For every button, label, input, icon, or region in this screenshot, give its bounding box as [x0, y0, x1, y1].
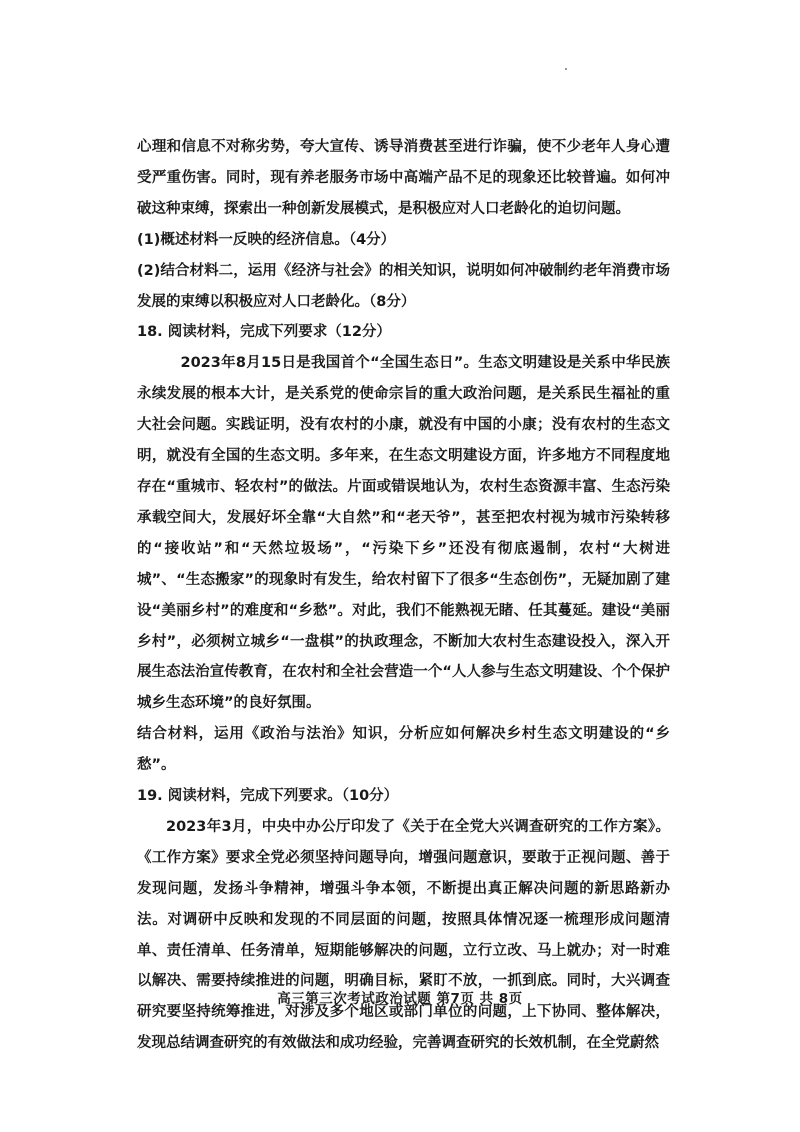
- page-footer: 高三第三次考试政治试题 第7页 共 8页: [277, 991, 523, 1007]
- scan-speck: [565, 68, 567, 70]
- question-17-part-1: (1)概述材料一反映的经济信息。（4分）: [137, 231, 396, 248]
- page-content: [137, 132, 670, 1059]
- material-two-continued: 心理和信息不对称劣势，夸大宣传、诱导消费甚至进行诈骗，使不少老年人身心遭受严重伤害。同时，现有养老服务市场中高端产品不足的现象还比较普遍。如何冲破这种束缚，探索出一种创新发展模式，是积极应对人口老龄化的迫切问题。: [137, 139, 670, 217]
- question-17-part-2: (2)结合材料二，运用《经济与社会》的相关知识，说明如何冲破制约老年消费市场发展的束缚以积极应对人口老龄化。（8分）: [137, 262, 670, 310]
- question-19-title: 19. 阅读材料，完成下列要求。（10分）: [137, 788, 399, 805]
- question-18-title: 18. 阅读材料，完成下列要求（12分）: [137, 324, 391, 341]
- question-19-material: 2023年3月，中央中办公厅印发了《关于在全党大兴调查研究的工作方案》。《工作方案》要求全党必须坚持问题导向，增强问题意识，要敢于正视问题、善于发现问题，发扬斗争精神，增强斗争本领，不断提出真正解决问题的新思路新办法。对调研中反映和发现的不同层面的问题，按照具体情况逐一梳理形成问题清单、责任清单、任务清单，短期能够解决的问题，立行立改、马上就办；对一时难以解决、需要持续推进的问题，明确目标，紧盯不放，一抓到底。同时，大兴调查研究要坚持统筹推进，对涉及多个地区或部门单位的问题，上下协同、整体解决，发现总结调查研究的有效做法和成功经验，完善调查研究的长效机制，在全党蔚然: [137, 818, 670, 1052]
- question-18-material: 2023年8月15日是我国首个“全国生态日”。生态文明建设是关系中华民族永续发展的根本大计，是关系党的使命宗旨的重大政治问题，是关系民生福祉的重大社会问题。实践证明，没有农村的小康，就没有中国的小康；没有农村的生态文明，就没有全国的生态文明。多年来，在生态文明建设方面，许多地方不同程度地存在“重城市、轻农村”的做法。片面或错误地认为，农村生态资源丰富、生态污染承载空间大，发展好坏全靠“大自然”和“老天爷”，甚至把农村视为城市污染转移的“接收站”和“天然垃圾场”，“污染下乡”还没有彻底遏制，农村“大树进城”、“生态搬家”的现象时有发生，给农村留下了很多“生态创伤”，无疑加剧了建设“美丽乡村”的难度和“乡愁”。对此，我们不能熟视无睹、任其蔓延。建设“美丽乡村”，必须树立城乡“一盘棋”的执政理念，不断加大农村生态建设投入，深入开展生态法治宣传教育，在农村和全社会营造一个“人人参与生态文明建设、个个保护城乡生态环境”的良好氛围。: [137, 355, 670, 712]
- question-18-prompt: 结合材料，运用《政治与法治》知识，分析应如何解决乡村生态文明建设的“乡愁”。: [137, 726, 670, 774]
